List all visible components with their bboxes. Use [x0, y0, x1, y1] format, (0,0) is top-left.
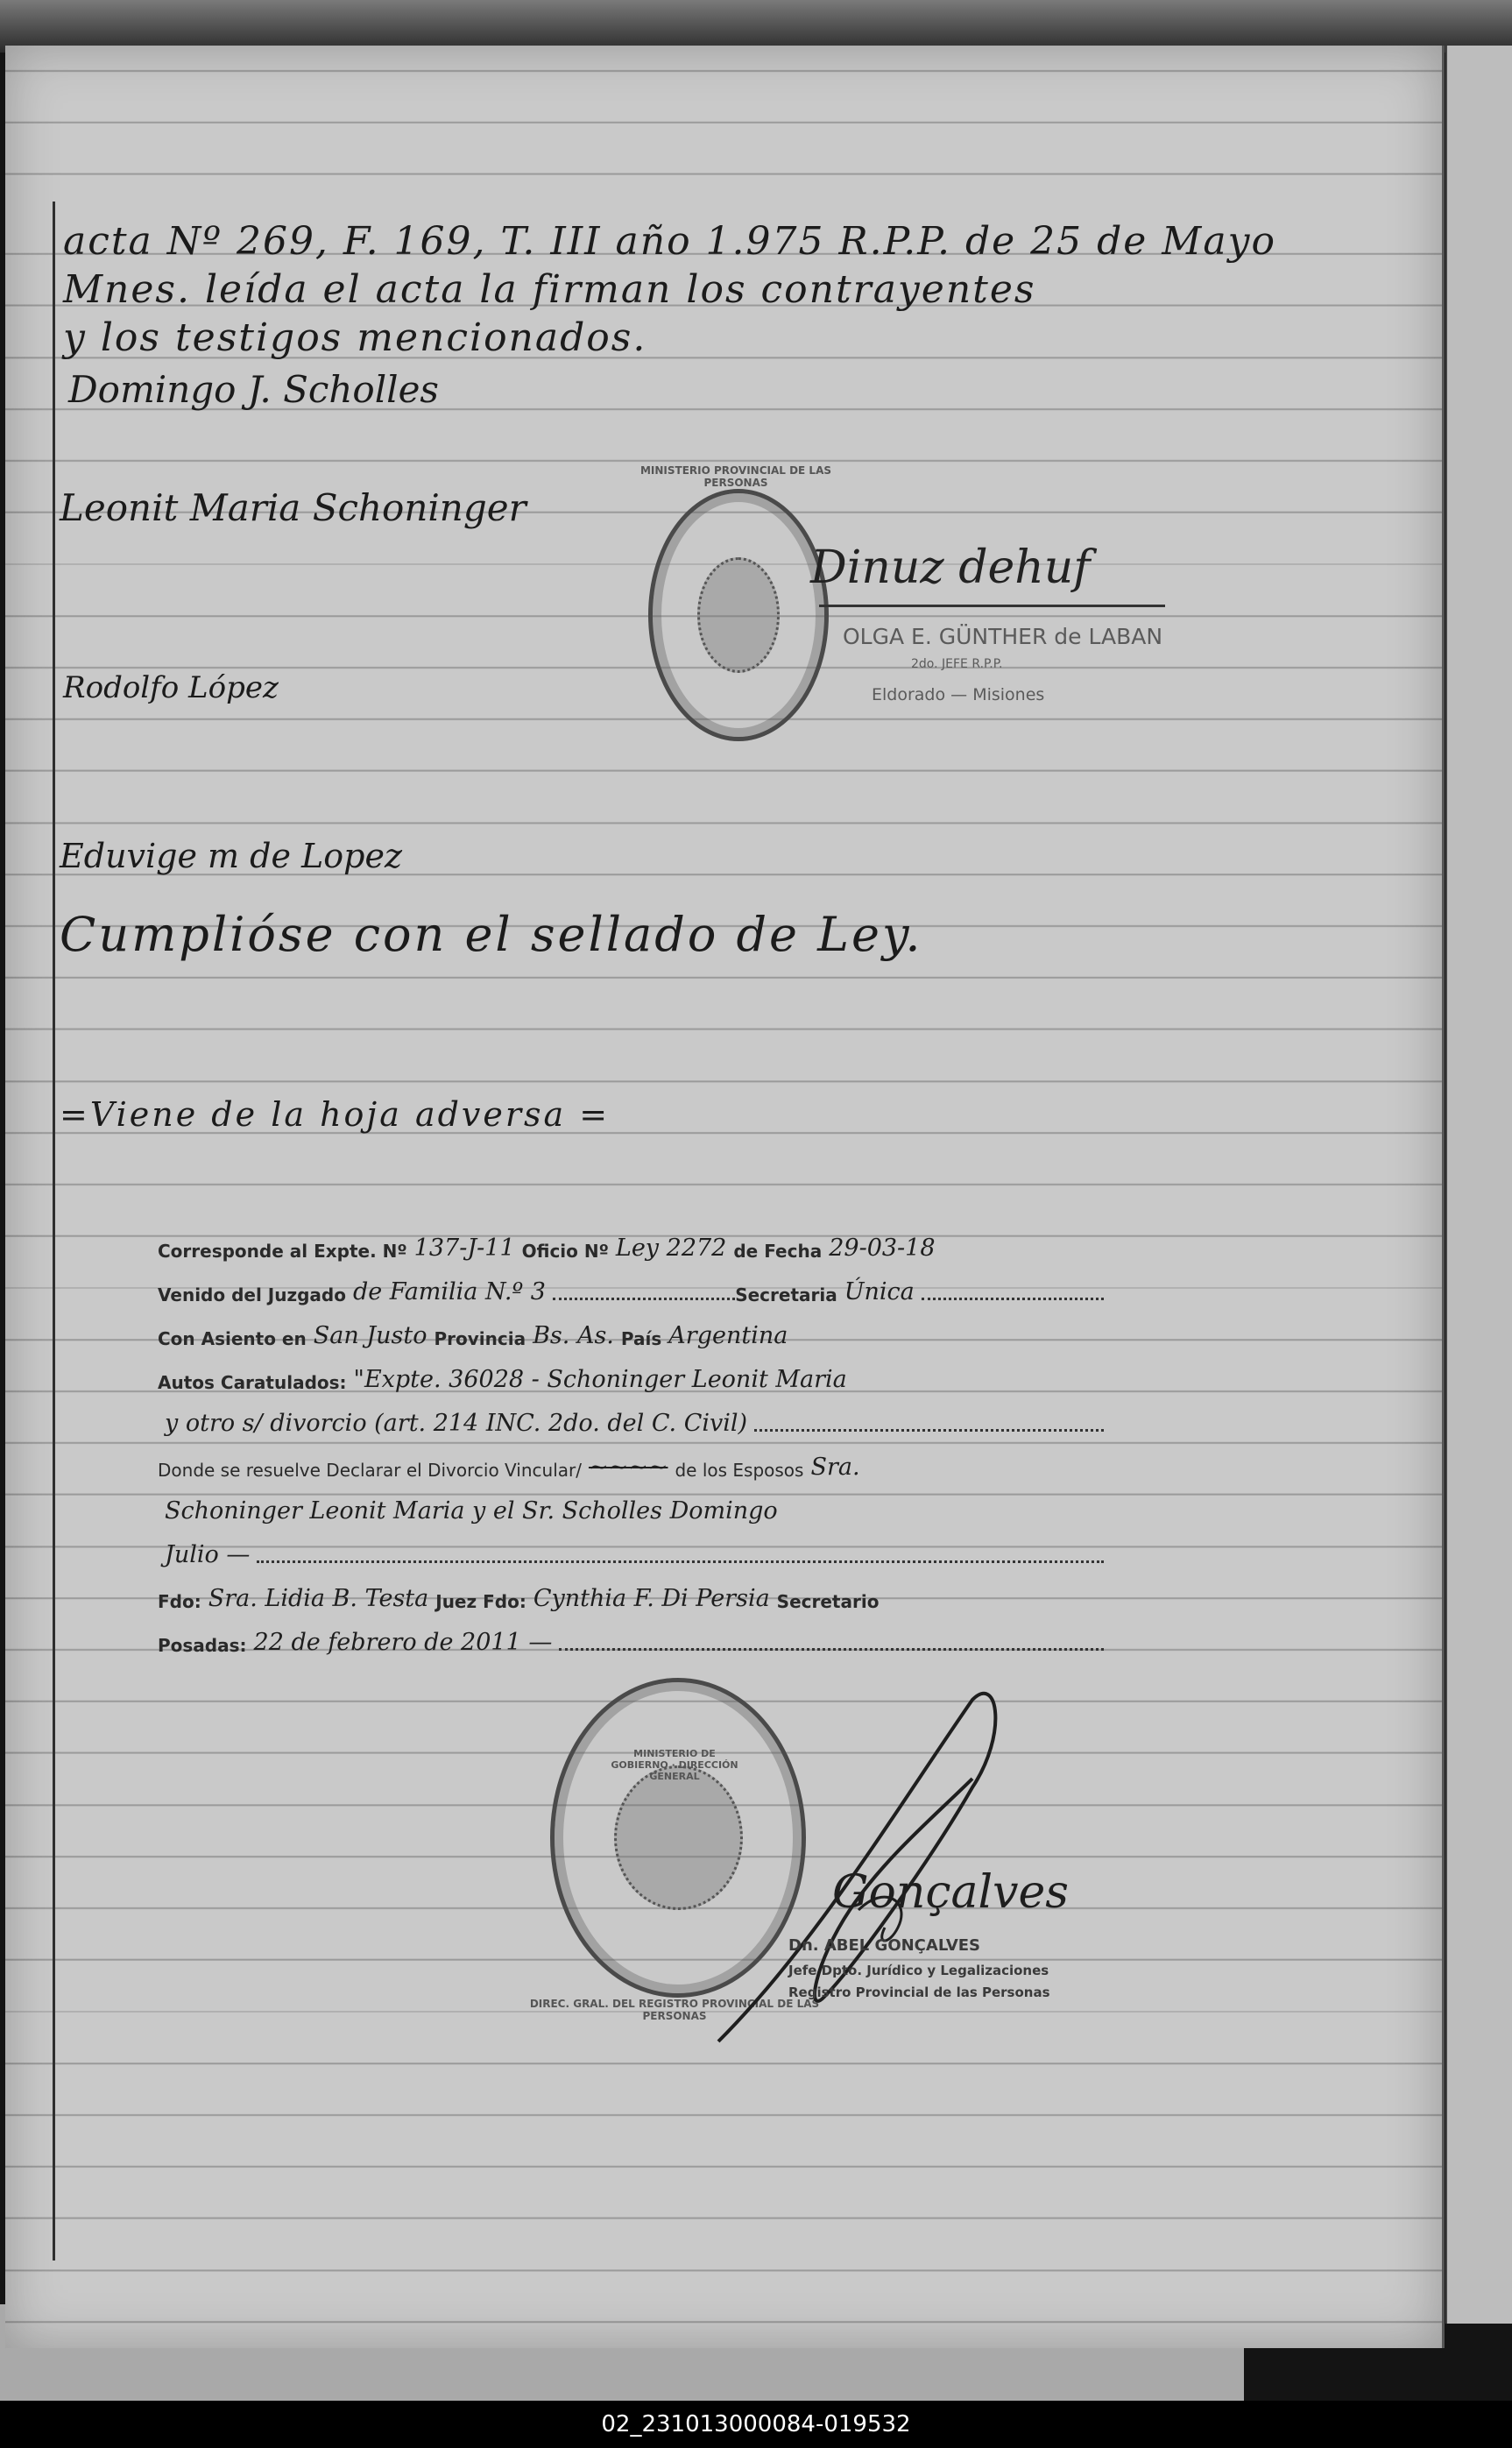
signature-leonit: Leonit Maria Schoninger [60, 486, 526, 529]
label-autos: Autos Caratulados: [158, 1372, 347, 1393]
label-oficio: Oficio Nº [521, 1241, 609, 1262]
label-fecha: de Fecha [733, 1241, 823, 1262]
handwritten-line-2: Mnes. leída el acta la firman los contrayentes [63, 267, 1036, 312]
stamp-1-signer-name: OLGA E. GÜNTHER de LABAN [843, 624, 1163, 649]
handwritten-viene: =Viene de la hoja adversa = [60, 1095, 611, 1134]
form-row-expte [158, 1218, 1104, 1262]
value-asiento: San Justo [313, 1322, 427, 1349]
top-edge [0, 0, 1512, 53]
stamp-1-ring-text: MINISTERIO PROVINCIAL DE LAS PERSONAS [639, 464, 832, 489]
value-pais: Argentina [668, 1322, 788, 1349]
form-row-asiento [158, 1305, 1104, 1349]
signature-domingo: Domingo J. Scholles [68, 368, 439, 411]
margin-line [53, 202, 55, 2261]
label-provincia: Provincia [434, 1328, 526, 1349]
signature-goncalves: Gonçalves [832, 1866, 1069, 1919]
value-julio: Julio — [165, 1541, 251, 1568]
adjacent-page-edge [1445, 46, 1512, 2324]
signature-eduvige: Eduvige m de Lopez [60, 837, 403, 875]
label-juez-fdo: Juez Fdo: [435, 1591, 526, 1612]
value-secretario: Cynthia F. Di Persia [533, 1585, 770, 1612]
handwritten-line-1: acta Nº 269, F. 169, T. III año 1.975 R.P.P. de 25 de Mayo [63, 219, 1276, 264]
label-secretario: Secretario [776, 1591, 880, 1612]
form-row-autos-cont [158, 1393, 1104, 1437]
handwritten-cumpliose: Cumplióse con el sellado de Ley. [60, 907, 923, 962]
coat-of-arms-icon [697, 557, 780, 672]
value-expte: 137-J-11 [413, 1235, 515, 1262]
stamp-2-signer-name: Dn. ABEL GONÇALVES [788, 1936, 981, 1955]
value-juez: Sra. Lidia B. Testa [208, 1585, 429, 1612]
value-autos: "Expte. 36028 - Schoninger Leonit Maria [353, 1366, 847, 1393]
label-secretaria: Secretaria [735, 1284, 837, 1305]
label-posadas: Posadas: [158, 1635, 247, 1656]
handwritten-line-3: y los testigos mencionados. [63, 315, 647, 360]
value-secretaria: Única [844, 1278, 915, 1305]
form-row-firmas [158, 1568, 1104, 1612]
label-esposos: de los Esposos [675, 1460, 804, 1481]
label-pais: País [620, 1328, 662, 1349]
label-expte: Corresponde al Expte. Nº [158, 1241, 407, 1262]
form-row-esposos [158, 1481, 1104, 1525]
stamp-2-signer-office: Registro Provincial de las Personas [788, 1985, 1050, 2000]
value-posadas-date: 22 de febrero de 2011 — [253, 1629, 553, 1656]
divorce-annotation-form [158, 1218, 1104, 1656]
value-fecha: 29-03-18 [829, 1235, 936, 1262]
form-row-julio [158, 1525, 1104, 1568]
signature-gunther: Dinuz dehuf [810, 541, 1091, 594]
stamp-2-signer-role: Jefe Dpto. Jurídico y Legalizaciones [788, 1963, 1049, 1978]
form-row-autos [158, 1349, 1104, 1393]
value-provincia: Bs. As. [533, 1322, 614, 1349]
form-row-juzgado [158, 1262, 1104, 1305]
scan-id-label: 02_231013000084-019532 [0, 2401, 1512, 2448]
signature-underline [819, 605, 1165, 607]
label-fdo: Fdo: [158, 1591, 201, 1612]
stamp-1-signer-role: 2do. JEFE R.P.P. [911, 657, 1003, 671]
label-asiento: Con Asiento en [158, 1328, 307, 1349]
value-struck: ~~~~ [588, 1454, 668, 1481]
value-autos-cont: y otro s/ divorcio (art. 214 INC. 2do. del C. Civil) [165, 1410, 748, 1437]
signature-rodolfo: Rodolfo López [63, 670, 279, 705]
value-juzgado: de Familia N.º 3 [352, 1278, 546, 1305]
label-resuelve: Donde se resuelve Declarar el Divorcio Vincular/ [158, 1460, 582, 1481]
registry-stamp-1 [648, 489, 829, 741]
value-esposos: Schoninger Leonit Maria y el Sr. Scholles Domingo [165, 1497, 778, 1525]
form-row-resuelve [158, 1437, 1104, 1481]
value-sra: Sra. [810, 1454, 860, 1481]
label-juzgado: Venido del Juzgado [158, 1284, 346, 1305]
form-row-posadas [158, 1612, 1104, 1656]
stamp-2-ring-text: DIREC. GRAL. DEL REGISTRO PROVINCIAL DE LAS PERSONAS [529, 1998, 820, 2022]
stamp-1-signer-place: Eldorado — Misiones [872, 685, 1045, 704]
stamp-2-inner-text: MINISTERIO DE GOBIERNO · DIRECCIÓN GENERAL [611, 1748, 738, 1782]
value-oficio: Ley 2272 [615, 1235, 727, 1262]
